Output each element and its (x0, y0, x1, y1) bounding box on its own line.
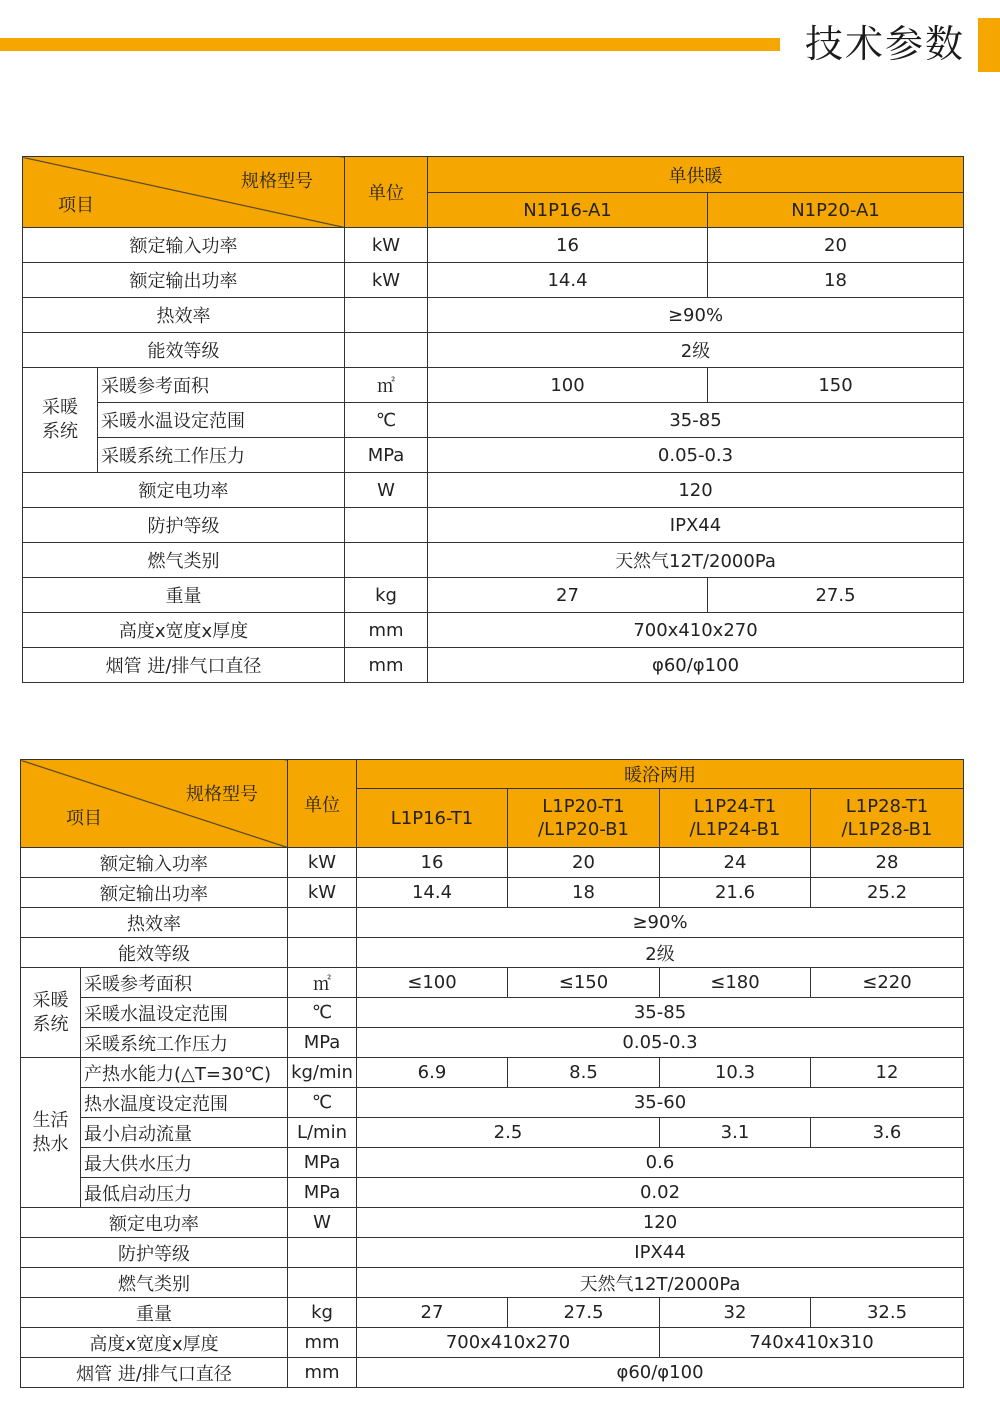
row-value: ≤180 (660, 968, 811, 998)
row-unit: mm (288, 1358, 357, 1388)
row-item: 高度x宽度x厚度 (21, 1328, 288, 1358)
group-label-heating (21, 968, 81, 1058)
table-row (21, 968, 964, 998)
row-item: 采暖系统工作压力 (98, 438, 345, 473)
group-label-text: 采暖 系统 (32, 989, 69, 1035)
row-item: 最小启动流量 (81, 1118, 288, 1148)
table-row (23, 613, 964, 648)
table-row (21, 1328, 964, 1358)
row-value: 2级 (428, 333, 964, 368)
row-unit (288, 1268, 357, 1298)
row-value: 700x410x270 (428, 613, 964, 648)
row-item: 产热水能力(△T=30℃) (81, 1058, 288, 1088)
table-row (23, 228, 964, 263)
row-unit (288, 908, 357, 938)
group-header: 单供暖 (428, 157, 964, 193)
group-label-text: 生活 热水 (32, 1109, 69, 1155)
row-value: 18 (508, 878, 660, 908)
row-value: 35-60 (357, 1088, 964, 1118)
table-row (21, 1178, 964, 1208)
row-unit (345, 508, 428, 543)
table-row (23, 648, 964, 683)
row-unit: ℃ (288, 998, 357, 1028)
table-row (21, 908, 964, 938)
row-unit: kW (288, 878, 357, 908)
row-value: 150 (708, 368, 964, 403)
row-item: 热效率 (23, 298, 345, 333)
row-value: 32.5 (811, 1298, 964, 1328)
row-value: 120 (357, 1208, 964, 1238)
row-unit: W (288, 1208, 357, 1238)
table-row (21, 998, 964, 1028)
row-value: ≥90% (357, 908, 964, 938)
row-unit (345, 333, 428, 368)
row-unit: ㎡ (345, 368, 428, 403)
row-value: 14.4 (357, 878, 508, 908)
row-value: ≥90% (428, 298, 964, 333)
row-item: 烟管 进/排气口直径 (23, 648, 345, 683)
row-value: ≤220 (811, 968, 964, 998)
row-item: 额定电功率 (21, 1208, 288, 1238)
row-value: 27.5 (508, 1298, 660, 1328)
row-unit: MPa (288, 1148, 357, 1178)
row-value: 3.1 (660, 1118, 811, 1148)
row-unit: kW (345, 228, 428, 263)
group-label-text: 采暖 系统 (42, 397, 78, 442)
spec-table-dual-use (20, 759, 964, 1388)
unit-header: 单位 (345, 157, 428, 228)
row-item: 额定输出功率 (21, 878, 288, 908)
row-item: 额定输入功率 (23, 228, 345, 263)
row-item: 热效率 (21, 908, 288, 938)
model-label: L1P16-T1 (390, 807, 474, 829)
corner-header (21, 760, 288, 848)
table-row (21, 1148, 964, 1178)
row-value: 14.4 (428, 263, 708, 298)
row-item: 重量 (21, 1298, 288, 1328)
table-row (21, 1058, 964, 1088)
row-item: 热水温度设定范围 (81, 1088, 288, 1118)
header-accent-bar (0, 38, 780, 51)
row-unit: kg/min (288, 1058, 357, 1088)
row-value: 0.6 (357, 1148, 964, 1178)
row-value: 2级 (357, 938, 964, 968)
row-item: 能效等级 (23, 333, 345, 368)
row-item: 燃气类别 (23, 543, 345, 578)
row-unit: kW (345, 263, 428, 298)
row-value: 21.6 (660, 878, 811, 908)
table-row (21, 1268, 964, 1298)
row-value: 120 (428, 473, 964, 508)
row-value: ≤100 (357, 968, 508, 998)
row-unit: kW (288, 848, 357, 878)
model-label: L1P20-T1 /L1P20-B1 (538, 796, 629, 840)
row-item: 额定电功率 (23, 473, 345, 508)
row-item: 额定输入功率 (21, 848, 288, 878)
table-row (21, 1298, 964, 1328)
row-item: 重量 (23, 578, 345, 613)
row-value: 0.05-0.3 (357, 1028, 964, 1058)
row-value: 27 (357, 1298, 508, 1328)
spec-table-heating-only (22, 156, 964, 683)
group-label-heating (23, 368, 98, 473)
row-unit: ㎡ (288, 968, 357, 998)
row-value: 12 (811, 1058, 964, 1088)
page-title: 技术参数 (805, 22, 966, 66)
table-row (21, 1118, 964, 1148)
row-value: 0.05-0.3 (428, 438, 964, 473)
row-value: 27.5 (708, 578, 964, 613)
row-item: 采暖水温设定范围 (81, 998, 288, 1028)
corner-bottom-label: 项目 (58, 195, 94, 216)
row-value: 100 (428, 368, 708, 403)
row-value: 16 (357, 848, 508, 878)
row-item: 最低启动压力 (81, 1178, 288, 1208)
row-unit: ℃ (288, 1088, 357, 1118)
row-item: 能效等级 (21, 938, 288, 968)
model-header (508, 789, 660, 848)
row-value: 天然气12T/2000Pa (428, 543, 964, 578)
table-row (23, 578, 964, 613)
row-value: 24 (660, 848, 811, 878)
corner-top-label: 规格型号 (186, 784, 258, 805)
row-value: 740x410x310 (660, 1328, 964, 1358)
row-item: 烟管 进/排气口直径 (21, 1358, 288, 1388)
model-header (357, 789, 508, 848)
row-value: 天然气12T/2000Pa (357, 1268, 964, 1298)
table-row (23, 333, 964, 368)
table-row (23, 403, 964, 438)
group-label-hotwater (21, 1058, 81, 1208)
table-row (23, 263, 964, 298)
model-header: N1P20-A1 (708, 193, 964, 228)
row-value: 16 (428, 228, 708, 263)
corner-top-label: 规格型号 (241, 171, 313, 192)
table-row (21, 848, 964, 878)
row-value: 20 (708, 228, 964, 263)
table-row (21, 1238, 964, 1268)
row-value: 2.5 (357, 1118, 660, 1148)
corner-bottom-label: 项目 (66, 808, 102, 829)
row-unit: kg (345, 578, 428, 613)
row-value: 10.3 (660, 1058, 811, 1088)
table-row (21, 1208, 964, 1238)
row-unit: W (345, 473, 428, 508)
header-accent-block (978, 18, 1000, 72)
row-item: 采暖参考面积 (81, 968, 288, 998)
table-row (23, 473, 964, 508)
table-row (23, 543, 964, 578)
model-label: L1P28-T1 /L1P28-B1 (841, 796, 933, 840)
table-row (23, 508, 964, 543)
table-row (21, 1358, 964, 1388)
row-item: 采暖水温设定范围 (98, 403, 345, 438)
group-header: 暖浴两用 (357, 760, 964, 789)
row-value: 35-85 (357, 998, 964, 1028)
row-item: 额定输出功率 (23, 263, 345, 298)
row-value: 27 (428, 578, 708, 613)
row-value: 18 (708, 263, 964, 298)
row-value: ≤150 (508, 968, 660, 998)
table-row (23, 298, 964, 333)
table-row (23, 438, 964, 473)
row-value: IPX44 (428, 508, 964, 543)
table-row (21, 1028, 964, 1058)
row-unit (345, 543, 428, 578)
row-unit: mm (345, 613, 428, 648)
row-value: IPX44 (357, 1238, 964, 1268)
row-unit: mm (345, 648, 428, 683)
row-unit (288, 1238, 357, 1268)
unit-header: 单位 (288, 760, 357, 848)
row-unit (345, 298, 428, 333)
row-value: 0.02 (357, 1178, 964, 1208)
row-unit (288, 938, 357, 968)
row-item: 燃气类别 (21, 1268, 288, 1298)
row-item: 防护等级 (23, 508, 345, 543)
row-item: 最大供水压力 (81, 1148, 288, 1178)
row-value: 3.6 (811, 1118, 964, 1148)
table-row (23, 368, 964, 403)
row-value: 35-85 (428, 403, 964, 438)
row-value: 20 (508, 848, 660, 878)
model-label: L1P24-T1 /L1P24-B1 (689, 796, 781, 840)
row-item: 采暖系统工作压力 (81, 1028, 288, 1058)
model-header: N1P16-A1 (428, 193, 708, 228)
row-unit: MPa (288, 1178, 357, 1208)
row-item: 防护等级 (21, 1238, 288, 1268)
row-unit: MPa (288, 1028, 357, 1058)
row-unit: MPa (345, 438, 428, 473)
row-value: 6.9 (357, 1058, 508, 1088)
model-header (811, 789, 964, 848)
row-unit: kg (288, 1298, 357, 1328)
row-unit: mm (288, 1328, 357, 1358)
row-item: 高度x宽度x厚度 (23, 613, 345, 648)
row-item: 采暖参考面积 (98, 368, 345, 403)
row-value: φ60/φ100 (357, 1358, 964, 1388)
model-header (660, 789, 811, 848)
row-value: 8.5 (508, 1058, 660, 1088)
table-row (21, 938, 964, 968)
row-unit: ℃ (345, 403, 428, 438)
row-value: 25.2 (811, 878, 964, 908)
table-row (21, 878, 964, 908)
row-value: 28 (811, 848, 964, 878)
row-value: 32 (660, 1298, 811, 1328)
table-row (21, 1088, 964, 1118)
corner-header (23, 157, 345, 228)
row-unit: L/min (288, 1118, 357, 1148)
row-value: φ60/φ100 (428, 648, 964, 683)
row-value: 700x410x270 (357, 1328, 660, 1358)
